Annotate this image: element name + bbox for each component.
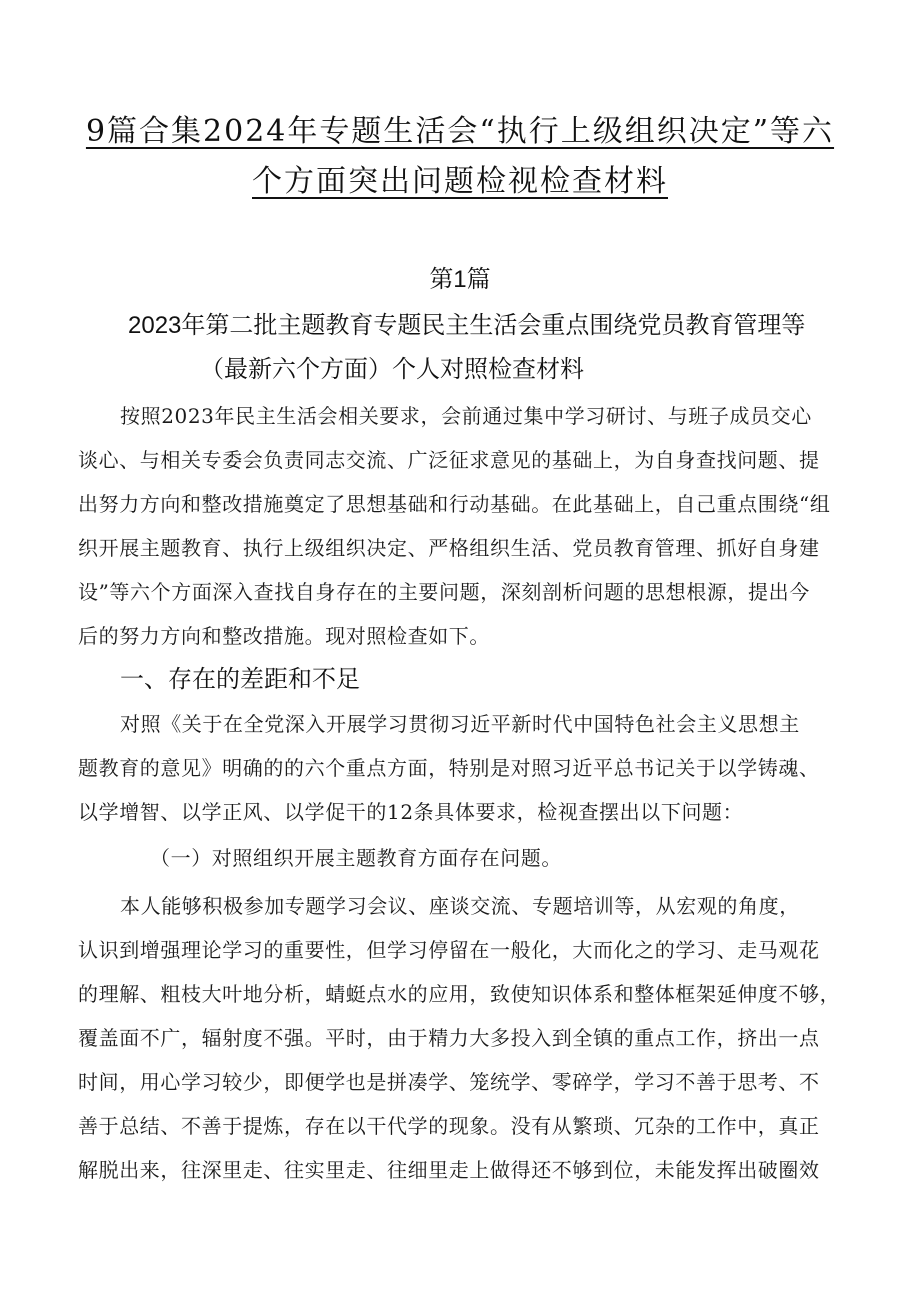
intro-paragraph-line: 后的努力方向和整改措施。现对照检查如下。 <box>78 624 490 648</box>
paragraph-3-line: 善于总结、不善于提炼，存在以干代学的现象。没有从繁琐、冗杂的工作中，真正 <box>78 1114 820 1138</box>
paragraph-3-line: 本人能够积极参加专题学习会议、座谈交流、专题培训等，从宏观的角度， <box>120 894 800 918</box>
intro-paragraph-line: 出努力方向和整改措施奠定了思想基础和行动基础。在此基础上，自己重点围绕“组 <box>78 492 831 516</box>
subtitle-line-1: 2023年第二批主题教育专题民主生活会重点围绕党员教育管理等 <box>128 312 806 339</box>
paragraph-2-line: 对照《关于在全党深入开展学习贯彻习近平新时代中国特色社会主义思想主 <box>120 712 800 736</box>
paragraph-3-line: 的理解、粗枝大叶地分析，蜻蜓点水的应用，致使知识体系和整体框架延伸度不够， <box>78 982 841 1006</box>
paragraph-3-line: 时间，用心学习较少，即便学也是拼凑学、笼统学、零碎学，学习不善于思考、不 <box>78 1070 820 1094</box>
intro-paragraph-line: 谈心、与相关专委会负责同志交流、广泛征求意见的基础上，为自身查找问题、提 <box>78 448 820 472</box>
intro-paragraph-line: 按照2023年民主生活会相关要求，会前通过集中学习研讨、与班子成员交心 <box>120 404 812 428</box>
paragraph-3-line: 认识到增强理论学习的重要性，但学习停留在一般化，大而化之的学习、走马观花 <box>78 938 820 962</box>
section-heading: 一、存在的差距和不足 <box>120 666 360 693</box>
subtitle-line-2: （最新六个方面）个人对照检查材料 <box>200 356 584 383</box>
document-title-line-2: 个方面突出问题检视检查材料 <box>252 164 668 199</box>
paragraph-2-line: 题教育的意见》明确的的六个重点方面，特别是对照习近平总书记关于以学铸魂、 <box>78 756 820 780</box>
subheading: （一）对照组织开展主题教育方面存在问题。 <box>150 846 562 870</box>
paragraph-2-line: 以学增智、以学正风、以学促干的12条具体要求，检视查摆出以下问题： <box>78 800 744 824</box>
intro-paragraph-line: 织开展主题教育、执行上级组织决定、严格组织生活、党员教育管理、抓好自身建 <box>78 536 820 560</box>
paragraph-3-line: 解脱出来，往深里走、往实里走、往细里走上做得还不够到位，未能发挥出破圈效 <box>78 1158 820 1182</box>
section-label: 第1篇 <box>429 266 491 293</box>
paragraph-3-line: 覆盖面不广，辐射度不强。平时，由于精力大多投入到全镇的重点工作，挤出一点 <box>78 1026 820 1050</box>
intro-paragraph-line: 设”等六个方面深入查找自身存在的主要问题，深刻剖析问题的思想根源，提出今 <box>78 580 810 604</box>
document-title-line-1: 9篇合集2024年专题生活会“执行上级组织决定”等六 <box>85 114 835 149</box>
